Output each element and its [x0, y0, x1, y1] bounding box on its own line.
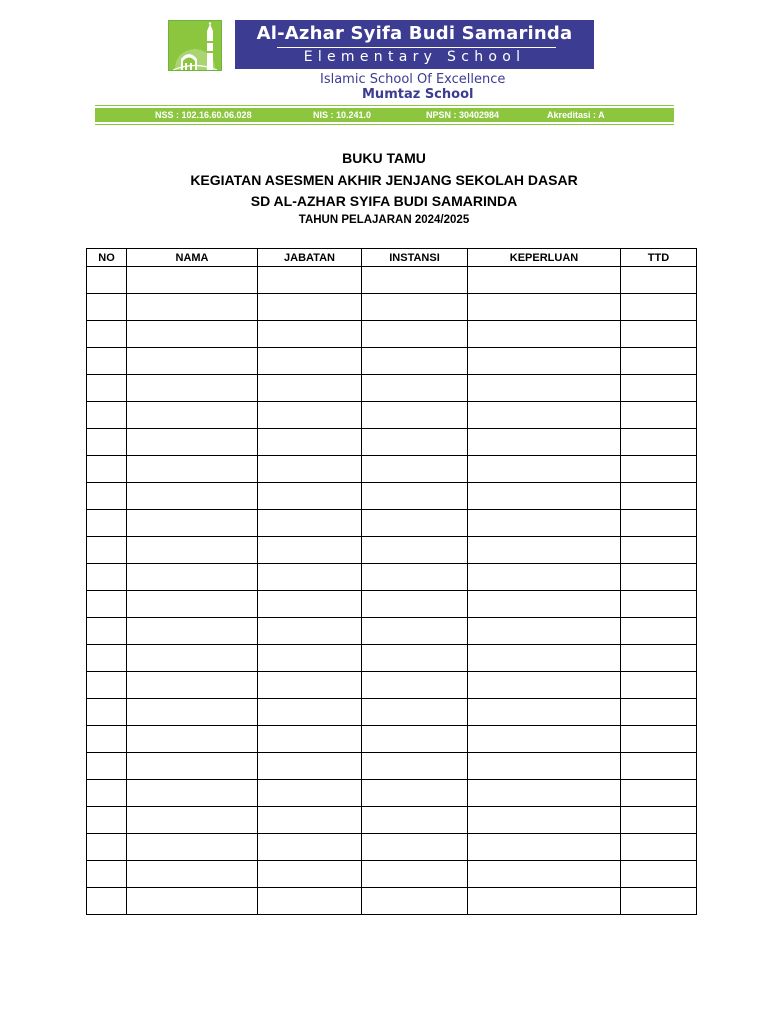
strip-bottom-rule — [95, 124, 674, 125]
cell-keperluan[interactable] — [468, 672, 621, 699]
cell-ttd[interactable] — [621, 753, 697, 780]
cell-ttd[interactable] — [621, 483, 697, 510]
cell-jabatan[interactable] — [258, 861, 362, 888]
cell-instansi[interactable] — [362, 645, 468, 672]
document-title: BUKU TAMU — [342, 150, 426, 166]
cell-jabatan[interactable] — [258, 780, 362, 807]
cell-instansi[interactable] — [362, 564, 468, 591]
cell-ttd[interactable] — [621, 726, 697, 753]
cell-ttd[interactable] — [621, 807, 697, 834]
table-row — [87, 321, 697, 348]
table-row — [87, 834, 697, 861]
cell-nama[interactable] — [127, 456, 258, 483]
table-row — [87, 807, 697, 834]
cell-nama[interactable] — [127, 483, 258, 510]
cell-nama[interactable] — [127, 348, 258, 375]
cell-nama[interactable] — [127, 510, 258, 537]
table-row — [87, 537, 697, 564]
cell-instansi[interactable] — [362, 429, 468, 456]
school-tagline: Islamic School Of Excellence — [320, 72, 506, 87]
cell-jabatan[interactable] — [258, 753, 362, 780]
cell-keperluan[interactable] — [468, 618, 621, 645]
cell-keperluan[interactable] — [468, 699, 621, 726]
cell-nama[interactable] — [127, 618, 258, 645]
table-row — [87, 267, 697, 294]
cell-jabatan[interactable] — [258, 402, 362, 429]
cell-no[interactable] — [87, 591, 127, 618]
school-motto: Mumtaz School — [362, 87, 474, 102]
table-row — [87, 726, 697, 753]
column-header-jabatan: JABATAN — [258, 249, 362, 267]
table-row — [87, 294, 697, 321]
cell-instansi[interactable] — [362, 348, 468, 375]
cell-keperluan[interactable] — [468, 645, 621, 672]
cell-instansi[interactable] — [362, 834, 468, 861]
cell-jabatan[interactable] — [258, 348, 362, 375]
cell-no[interactable] — [87, 402, 127, 429]
cell-no[interactable] — [87, 375, 127, 402]
cell-nama[interactable] — [127, 672, 258, 699]
cell-keperluan[interactable] — [468, 267, 621, 294]
cell-no[interactable] — [87, 348, 127, 375]
table-row — [87, 699, 697, 726]
cell-instansi[interactable] — [362, 510, 468, 537]
cell-ttd[interactable] — [621, 402, 697, 429]
guestbook-table — [86, 248, 697, 915]
cell-instansi[interactable] — [362, 591, 468, 618]
cell-ttd[interactable] — [621, 375, 697, 402]
cell-jabatan[interactable] — [258, 375, 362, 402]
cell-jabatan[interactable] — [258, 321, 362, 348]
cell-nama[interactable] — [127, 402, 258, 429]
cell-keperluan[interactable] — [468, 375, 621, 402]
school-logo — [168, 20, 222, 71]
column-header-keperluan: KEPERLUAN — [468, 249, 621, 267]
cell-instansi[interactable] — [362, 699, 468, 726]
cell-ttd[interactable] — [621, 861, 697, 888]
cell-nama[interactable] — [127, 591, 258, 618]
cell-nama[interactable] — [127, 834, 258, 861]
cell-keperluan[interactable] — [468, 591, 621, 618]
cell-ttd[interactable] — [621, 267, 697, 294]
column-header-ttd: TTD — [621, 249, 697, 267]
column-header-nama: NAMA — [127, 249, 258, 267]
cell-ttd[interactable] — [621, 348, 697, 375]
npsn-text: NPSN : 30402984 — [426, 110, 500, 120]
cell-keperluan[interactable] — [468, 483, 621, 510]
table-row — [87, 456, 697, 483]
school-banner — [235, 20, 594, 69]
banner-divider — [277, 47, 556, 48]
nis-text: NIS : 10.241.0 — [313, 110, 372, 120]
cell-nama[interactable] — [127, 429, 258, 456]
cell-no[interactable] — [87, 672, 127, 699]
cell-no[interactable] — [87, 834, 127, 861]
cell-instansi[interactable] — [362, 267, 468, 294]
cell-ttd[interactable] — [621, 537, 697, 564]
table-row — [87, 564, 697, 591]
cell-no[interactable] — [87, 780, 127, 807]
cell-nama[interactable] — [127, 888, 258, 915]
cell-keperluan[interactable] — [468, 834, 621, 861]
cell-no[interactable] — [87, 564, 127, 591]
cell-keperluan[interactable] — [468, 510, 621, 537]
cell-nama[interactable] — [127, 537, 258, 564]
cell-keperluan[interactable] — [468, 564, 621, 591]
cell-instansi[interactable] — [362, 861, 468, 888]
cell-ttd[interactable] — [621, 429, 697, 456]
cell-jabatan[interactable] — [258, 483, 362, 510]
cell-jabatan[interactable] — [258, 645, 362, 672]
cell-no[interactable] — [87, 294, 127, 321]
school-level: Elementary School — [303, 49, 526, 65]
table-row — [87, 780, 697, 807]
cell-no[interactable] — [87, 618, 127, 645]
cell-nama[interactable] — [127, 753, 258, 780]
cell-ttd[interactable] — [621, 834, 697, 861]
document-subtitle-school: SD AL-AZHAR SYIFA BUDI SAMARINDA — [250, 193, 518, 209]
cell-jabatan[interactable] — [258, 294, 362, 321]
cell-instansi[interactable] — [362, 618, 468, 645]
column-header-no: NO — [87, 249, 127, 267]
cell-jabatan[interactable] — [258, 672, 362, 699]
cell-instansi[interactable] — [362, 456, 468, 483]
cell-nama[interactable] — [127, 699, 258, 726]
cell-keperluan[interactable] — [468, 888, 621, 915]
table-row — [87, 672, 697, 699]
table-row — [87, 348, 697, 375]
cell-jabatan[interactable] — [258, 537, 362, 564]
cell-no[interactable] — [87, 483, 127, 510]
cell-jabatan[interactable] — [258, 456, 362, 483]
cell-jabatan[interactable] — [258, 888, 362, 915]
letterhead — [0, 0, 768, 130]
cell-instansi[interactable] — [362, 807, 468, 834]
cell-keperluan[interactable] — [468, 861, 621, 888]
cell-no[interactable] — [87, 537, 127, 564]
cell-no[interactable] — [87, 726, 127, 753]
cell-instansi[interactable] — [362, 375, 468, 402]
cell-jabatan[interactable] — [258, 591, 362, 618]
table-body — [87, 267, 697, 915]
cell-ttd[interactable] — [621, 564, 697, 591]
cell-instansi[interactable] — [362, 888, 468, 915]
mosque-icon — [169, 21, 221, 70]
cell-jabatan[interactable] — [258, 834, 362, 861]
cell-ttd[interactable] — [621, 888, 697, 915]
document-subtitle-year: TAHUN PELAJARAN 2024/2025 — [298, 214, 470, 226]
akreditasi-text: Akreditasi : A — [547, 110, 605, 120]
cell-ttd[interactable] — [621, 294, 697, 321]
cell-jabatan[interactable] — [258, 510, 362, 537]
cell-keperluan[interactable] — [468, 348, 621, 375]
cell-no[interactable] — [87, 645, 127, 672]
cell-keperluan[interactable] — [468, 402, 621, 429]
table-header-row — [87, 249, 697, 267]
cell-no[interactable] — [87, 456, 127, 483]
cell-ttd[interactable] — [621, 780, 697, 807]
cell-jabatan[interactable] — [258, 564, 362, 591]
column-header-instansi: INSTANSI — [362, 249, 468, 267]
cell-instansi[interactable] — [362, 753, 468, 780]
table-row — [87, 618, 697, 645]
cell-keperluan[interactable] — [468, 753, 621, 780]
cell-nama[interactable] — [127, 294, 258, 321]
cell-no[interactable] — [87, 267, 127, 294]
nss-text: NSS : 102.16.60.06.028 — [155, 110, 252, 120]
school-name: Al-Azhar Syifa Budi Samarinda — [256, 23, 573, 44]
cell-ttd[interactable] — [621, 699, 697, 726]
cell-jabatan[interactable] — [258, 699, 362, 726]
cell-instansi[interactable] — [362, 321, 468, 348]
cell-instansi[interactable] — [362, 294, 468, 321]
cell-nama[interactable] — [127, 780, 258, 807]
info-strip — [95, 108, 674, 122]
cell-keperluan[interactable] — [468, 807, 621, 834]
cell-no[interactable] — [87, 321, 127, 348]
table-row — [87, 375, 697, 402]
cell-jabatan[interactable] — [258, 726, 362, 753]
cell-no[interactable] — [87, 510, 127, 537]
cell-ttd[interactable] — [621, 591, 697, 618]
cell-no[interactable] — [87, 888, 127, 915]
cell-ttd[interactable] — [621, 618, 697, 645]
table-row — [87, 591, 697, 618]
cell-no[interactable] — [87, 807, 127, 834]
cell-jabatan[interactable] — [258, 267, 362, 294]
cell-instansi[interactable] — [362, 537, 468, 564]
cell-nama[interactable] — [127, 564, 258, 591]
cell-ttd[interactable] — [621, 456, 697, 483]
cell-nama[interactable] — [127, 861, 258, 888]
cell-instansi[interactable] — [362, 672, 468, 699]
cell-jabatan[interactable] — [258, 618, 362, 645]
table-row — [87, 402, 697, 429]
cell-keperluan[interactable] — [468, 456, 621, 483]
cell-keperluan[interactable] — [468, 537, 621, 564]
cell-nama[interactable] — [127, 645, 258, 672]
table-row — [87, 429, 697, 456]
cell-keperluan[interactable] — [468, 321, 621, 348]
cell-nama[interactable] — [127, 267, 258, 294]
cell-nama[interactable] — [127, 807, 258, 834]
table-row — [87, 888, 697, 915]
cell-instansi[interactable] — [362, 726, 468, 753]
cell-no[interactable] — [87, 753, 127, 780]
strip-top-rule — [95, 105, 674, 106]
cell-ttd[interactable] — [621, 510, 697, 537]
cell-nama[interactable] — [127, 321, 258, 348]
cell-keperluan[interactable] — [468, 726, 621, 753]
table-row — [87, 510, 697, 537]
table-row — [87, 753, 697, 780]
cell-instansi[interactable] — [362, 402, 468, 429]
cell-ttd[interactable] — [621, 672, 697, 699]
document-subtitle-event: KEGIATAN ASESMEN AKHIR JENJANG SEKOLAH DASAR — [190, 172, 578, 188]
cell-nama[interactable] — [127, 726, 258, 753]
cell-no[interactable] — [87, 861, 127, 888]
cell-ttd[interactable] — [621, 321, 697, 348]
cell-instansi[interactable] — [362, 780, 468, 807]
cell-ttd[interactable] — [621, 645, 697, 672]
cell-nama[interactable] — [127, 375, 258, 402]
cell-keperluan[interactable] — [468, 780, 621, 807]
cell-keperluan[interactable] — [468, 294, 621, 321]
table-row — [87, 483, 697, 510]
cell-no[interactable] — [87, 429, 127, 456]
table-row — [87, 645, 697, 672]
cell-keperluan[interactable] — [468, 429, 621, 456]
cell-no[interactable] — [87, 699, 127, 726]
table-row — [87, 861, 697, 888]
cell-jabatan[interactable] — [258, 807, 362, 834]
cell-instansi[interactable] — [362, 483, 468, 510]
cell-jabatan[interactable] — [258, 429, 362, 456]
